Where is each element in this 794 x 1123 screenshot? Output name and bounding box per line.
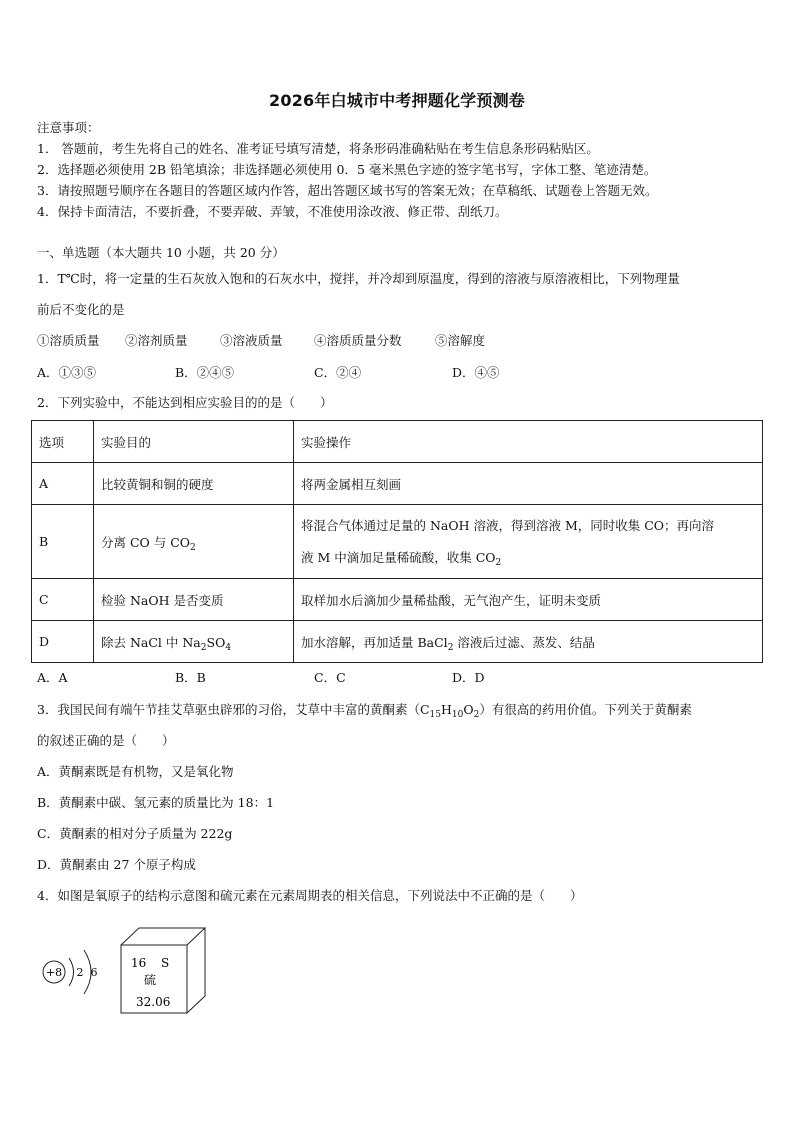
electron-shell-1 bbox=[69, 958, 74, 986]
table-row bbox=[32, 505, 763, 579]
q2-stem: 2．下列实验中，不能达到相应实验目的的是（ ） bbox=[37, 395, 333, 410]
notice-heading: 注意事项： bbox=[37, 120, 100, 135]
row-b-operation: 将混合气体通过足量的 NaOH 溶液，得到溶液 M，同时收集 CO；再向溶 液 M 中滴加足量稀硫酸，收集 $CO_2$ bbox=[294, 505, 763, 579]
header-operation: 实验操作 bbox=[294, 421, 763, 463]
row-a-option: A bbox=[32, 463, 94, 505]
row-d-operation: 加水溶解，再加适量 BaCl$_2$ 溶液后过滤、蒸发、结晶 bbox=[294, 621, 763, 663]
q1-item-5: ⑤溶解度 bbox=[435, 333, 486, 348]
row-d-option: D bbox=[32, 621, 94, 663]
table-row bbox=[32, 621, 763, 663]
q1-option-d[interactable]: D．④⑤ bbox=[452, 365, 500, 380]
q1-item-1: ①溶质质量 bbox=[37, 333, 100, 348]
row-c-purpose: 检验 NaOH 是否变质 bbox=[94, 579, 294, 621]
page-title: 2026年白城市中考押题化学预测卷 bbox=[269, 91, 525, 110]
q2-option-a[interactable]: A．A bbox=[37, 670, 68, 685]
q2-options bbox=[37, 670, 757, 686]
nucleus-charge: +8 bbox=[45, 966, 63, 979]
q1-item-2: ②溶剂质量 bbox=[125, 333, 188, 348]
shell-1-electrons: 2 bbox=[76, 966, 84, 979]
q4-figure bbox=[40, 925, 220, 1024]
q2-option-c[interactable]: C．C bbox=[314, 670, 346, 685]
atomic-number: 16 bbox=[131, 956, 147, 970]
sulfur-element-cell bbox=[121, 928, 205, 1013]
notice-item-2: 2．选择题必须使用 2B 铅笔填涂；非选择题必须使用 0．5 毫米黑色字迹的签字笔书写，字体工整、笔迹清楚。 bbox=[37, 162, 657, 177]
q3-option-b[interactable]: B．黄酮素中碳、氢元素的质量比为 18：1 bbox=[37, 795, 275, 810]
notice-item-4: 4．保持卡面清洁，不要折叠，不要弄破、弄皱，不准使用涂改液、修正带、刮纸刀。 bbox=[37, 204, 508, 219]
q3-option-d[interactable]: D．黄酮素由 27 个原子构成 bbox=[37, 857, 196, 872]
q1-option-c[interactable]: C．②④ bbox=[314, 365, 362, 380]
element-symbol: S bbox=[161, 956, 170, 970]
table-header-row bbox=[32, 421, 763, 463]
table-row bbox=[32, 579, 763, 621]
header-option: 选项 bbox=[32, 421, 94, 463]
row-b-option: B bbox=[32, 505, 94, 579]
notice-item-1: 1． 答题前，考生先将自己的姓名、准考证号填写清楚，将条形码准确粘贴在考生信息条形码粘贴区。 bbox=[37, 141, 599, 156]
q1-option-a[interactable]: A．①③⑤ bbox=[37, 365, 97, 380]
shell-2-electrons: 6 bbox=[90, 966, 98, 979]
q3-stem-line1: 3．我国民间有端午节挂艾草驱虫辟邪的习俗，艾草中丰富的黄酮素$(C_{15}H_{10}O_2)$有很高的药用价值。下列关于黄酮素 bbox=[37, 702, 692, 720]
atomic-mass: 32.06 bbox=[136, 995, 171, 1009]
row-b-purpose: 分离 CO 与 $CO_2$ bbox=[94, 505, 294, 579]
element-name: 硫 bbox=[144, 973, 157, 987]
row-c-option: C bbox=[32, 579, 94, 621]
q1-item-4: ④溶质质量分数 bbox=[314, 333, 402, 348]
q2-option-b[interactable]: B．B bbox=[175, 670, 206, 685]
table-row bbox=[32, 463, 763, 505]
experiment-table bbox=[31, 420, 763, 663]
q3-option-a[interactable]: A．黄酮素既是有机物，又是氧化物 bbox=[37, 764, 234, 779]
row-a-purpose: 比较黄铜和铜的硬度 bbox=[94, 463, 294, 505]
q1-option-b[interactable]: B．②④⑤ bbox=[175, 365, 235, 380]
q1-stem-line2: 前后不变化的是 bbox=[37, 302, 125, 317]
q1-stem-line1: 1．T℃时，将一定量的生石灰放入饱和的石灰水中，搅拌，并冷却到原温度，得到的溶液与原溶液相比，下列物理量 bbox=[37, 271, 680, 286]
row-a-operation: 将两金属相互刻画 bbox=[294, 463, 763, 505]
q1-options bbox=[37, 365, 757, 381]
q4-diagram-svg bbox=[40, 925, 220, 1020]
q3-stem-line2: 的叙述正确的是（ ） bbox=[37, 733, 175, 748]
q1-items bbox=[37, 333, 757, 349]
header-purpose: 实验目的 bbox=[94, 421, 294, 463]
q2-option-d[interactable]: D．D bbox=[452, 670, 485, 685]
notice-item-3: 3．请按照题号顺序在各题目的答题区域内作答，超出答题区域书写的答案无效；在草稿纸、试题卷上答题无效。 bbox=[37, 183, 658, 198]
row-c-operation: 取样加水后滴加少量稀盐酸，无气泡产生，证明未变质 bbox=[294, 579, 763, 621]
oxygen-atom-diagram bbox=[43, 950, 98, 994]
row-d-purpose: 除去 NaCl 中 $Na_2SO_4$ bbox=[94, 621, 294, 663]
q3-option-c[interactable]: C．黄酮素的相对分子质量为 222g bbox=[37, 826, 233, 841]
section-heading: 一、单选题（本大题共 10 小题，共 20 分） bbox=[37, 245, 285, 260]
q4-stem: 4．如图是氧原子的结构示意图和硫元素在元素周期表的相关信息，下列说法中不正确的是（ ） bbox=[37, 888, 583, 903]
q1-item-3: ③溶液质量 bbox=[220, 333, 283, 348]
